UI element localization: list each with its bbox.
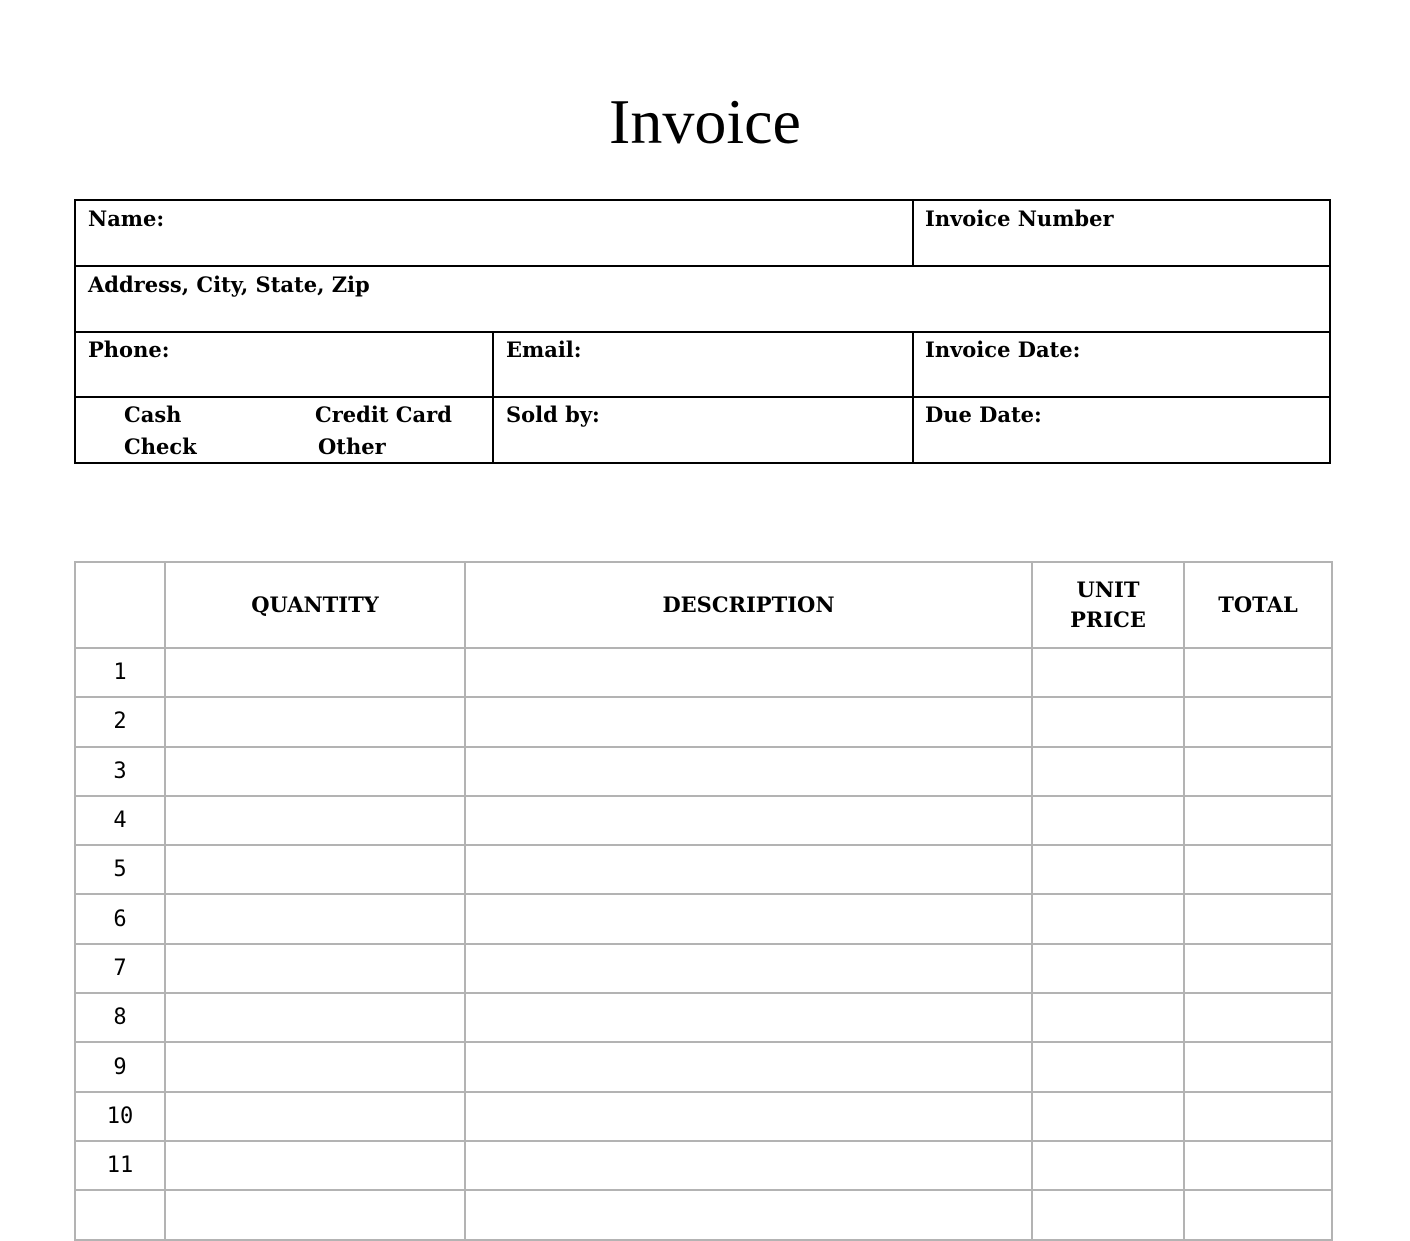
- quantity-cell[interactable]: [165, 1141, 465, 1190]
- quantity-cell[interactable]: [165, 697, 465, 746]
- column-divider: [492, 331, 494, 462]
- line-number-header: [75, 562, 165, 648]
- line-number: 7: [75, 944, 165, 993]
- line-number: 11: [75, 1141, 165, 1190]
- description-cell[interactable]: [465, 1141, 1032, 1190]
- quantity-cell[interactable]: [165, 1092, 465, 1141]
- line-items-table: [74, 561, 1333, 1241]
- unit-price-cell[interactable]: [1032, 1042, 1184, 1091]
- table-row: [75, 648, 1332, 697]
- total-cell[interactable]: [1184, 993, 1332, 1042]
- table-row: [75, 1042, 1332, 1091]
- line-number: 1: [75, 648, 165, 697]
- quantity-header: QUANTITY: [165, 562, 465, 648]
- email-field[interactable]: Email:: [506, 337, 582, 362]
- quantity-cell[interactable]: [165, 796, 465, 845]
- description-header: DESCRIPTION: [465, 562, 1032, 648]
- unit-price-cell[interactable]: [1032, 1190, 1184, 1239]
- unit-price-cell[interactable]: [1032, 894, 1184, 943]
- total-cell[interactable]: [1184, 796, 1332, 845]
- line-number: 4: [75, 796, 165, 845]
- column-divider: [912, 201, 914, 265]
- invoice-number-field[interactable]: Invoice Number: [925, 206, 1114, 231]
- total-cell[interactable]: [1184, 1141, 1332, 1190]
- quantity-cell[interactable]: [165, 993, 465, 1042]
- table-row: [75, 1141, 1332, 1190]
- total-cell[interactable]: [1184, 747, 1332, 796]
- table-row: [75, 697, 1332, 746]
- quantity-cell[interactable]: [165, 845, 465, 894]
- table-row: [75, 1092, 1332, 1141]
- unit-price-header-line2: PRICE: [1070, 607, 1146, 632]
- unit-price-header-line1: UNIT: [1076, 577, 1140, 602]
- total-cell[interactable]: [1184, 894, 1332, 943]
- row-divider: [76, 396, 1329, 398]
- invoice-date-field[interactable]: Invoice Date:: [925, 337, 1081, 362]
- total-cell[interactable]: [1184, 648, 1332, 697]
- description-cell[interactable]: [465, 747, 1032, 796]
- total-cell[interactable]: [1184, 845, 1332, 894]
- customer-info-box: [74, 199, 1331, 464]
- payment-option-cash[interactable]: Cash: [124, 402, 182, 427]
- total-cell[interactable]: [1184, 1042, 1332, 1091]
- description-cell[interactable]: [465, 1190, 1032, 1239]
- description-cell[interactable]: [465, 993, 1032, 1042]
- quantity-cell[interactable]: [165, 944, 465, 993]
- description-cell[interactable]: [465, 648, 1032, 697]
- table-header-row: [75, 562, 1332, 648]
- table-row: [75, 894, 1332, 943]
- description-cell[interactable]: [465, 1042, 1032, 1091]
- phone-field[interactable]: Phone:: [88, 337, 170, 362]
- description-cell[interactable]: [465, 1092, 1032, 1141]
- due-date-field[interactable]: Due Date:: [925, 402, 1042, 427]
- table-row: [75, 944, 1332, 993]
- quantity-cell[interactable]: [165, 1190, 465, 1239]
- row-divider: [76, 265, 1329, 267]
- unit-price-header: [1032, 562, 1184, 648]
- unit-price-cell[interactable]: [1032, 697, 1184, 746]
- unit-price-cell[interactable]: [1032, 1141, 1184, 1190]
- quantity-cell[interactable]: [165, 1042, 465, 1091]
- payment-option-other[interactable]: Other: [318, 434, 386, 459]
- unit-price-cell[interactable]: [1032, 648, 1184, 697]
- quantity-cell[interactable]: [165, 894, 465, 943]
- line-number: 6: [75, 894, 165, 943]
- description-cell[interactable]: [465, 796, 1032, 845]
- line-number: 3: [75, 747, 165, 796]
- total-cell[interactable]: [1184, 944, 1332, 993]
- unit-price-cell[interactable]: [1032, 796, 1184, 845]
- unit-price-cell[interactable]: [1032, 993, 1184, 1042]
- table-row: [75, 1190, 1332, 1239]
- table-row: [75, 796, 1332, 845]
- table-row: [75, 747, 1332, 796]
- invoice-title: Invoice: [609, 86, 801, 157]
- unit-price-cell[interactable]: [1032, 747, 1184, 796]
- line-number: [75, 1190, 165, 1239]
- description-cell[interactable]: [465, 697, 1032, 746]
- sold-by-field[interactable]: Sold by:: [506, 402, 600, 427]
- total-cell[interactable]: [1184, 697, 1332, 746]
- quantity-cell[interactable]: [165, 747, 465, 796]
- total-header: TOTAL: [1184, 562, 1332, 648]
- description-cell[interactable]: [465, 845, 1032, 894]
- address-field[interactable]: Address, City, State, Zip: [88, 272, 370, 297]
- payment-option-credit-card[interactable]: Credit Card: [315, 402, 452, 427]
- quantity-cell[interactable]: [165, 648, 465, 697]
- unit-price-cell[interactable]: [1032, 944, 1184, 993]
- table-row: [75, 845, 1332, 894]
- line-number: 10: [75, 1092, 165, 1141]
- line-number: 5: [75, 845, 165, 894]
- line-number: 2: [75, 697, 165, 746]
- description-cell[interactable]: [465, 894, 1032, 943]
- table-row: [75, 993, 1332, 1042]
- payment-option-check[interactable]: Check: [124, 434, 197, 459]
- line-number: 9: [75, 1042, 165, 1091]
- description-cell[interactable]: [465, 944, 1032, 993]
- total-cell[interactable]: [1184, 1190, 1332, 1239]
- line-number: 8: [75, 993, 165, 1042]
- row-divider: [76, 331, 1329, 333]
- unit-price-cell[interactable]: [1032, 1092, 1184, 1141]
- name-field[interactable]: Name:: [88, 206, 165, 231]
- total-cell[interactable]: [1184, 1092, 1332, 1141]
- unit-price-cell[interactable]: [1032, 845, 1184, 894]
- column-divider: [912, 331, 914, 462]
